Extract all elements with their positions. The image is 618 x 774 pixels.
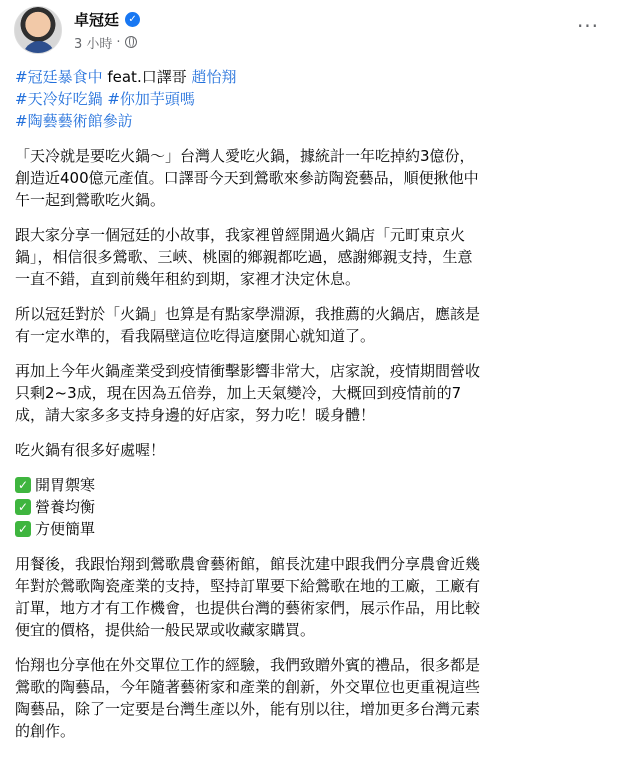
text-line: 午一起到鶯歌吃火鍋。 bbox=[15, 191, 166, 209]
text-line: 只剩2~3成，現在因為五倍券，加上天氣變冷，大概回到疫情前的7 bbox=[15, 384, 462, 402]
benefit-label: 營養均衡 bbox=[35, 498, 96, 516]
mention-link[interactable]: 趙怡翔 bbox=[191, 68, 237, 86]
post-meta bbox=[74, 33, 137, 51]
text-line: 「天冷就是要吃火鍋～」台灣人愛吃火鍋，據統計一年吃掉約3億份， bbox=[15, 147, 475, 165]
feat-text: feat.口譯哥 bbox=[107, 68, 187, 86]
paragraph bbox=[15, 145, 607, 211]
author-name[interactable]: 卓冠廷 bbox=[74, 10, 120, 29]
text-line: 鍋」，相信很多鶯歌、三峽、桃園的鄉親都吃過，感謝鄉親支持，生意 bbox=[15, 248, 473, 266]
text-line: 成，請大家多多支持身邊的好店家，努力吃！暖身體！ bbox=[15, 406, 376, 424]
hashtag-link[interactable]: #天冷好吃鍋 bbox=[15, 90, 103, 108]
paragraph bbox=[15, 360, 607, 426]
post-header bbox=[14, 6, 604, 56]
author-avatar[interactable] bbox=[14, 6, 62, 54]
text-line: 便宜的價格，提供給一般民眾或收藏家購買。 bbox=[15, 621, 316, 639]
meta-separator: · bbox=[116, 34, 121, 50]
text-line: 創造近400億元產值。口譯哥今天到鶯歌來參訪陶瓷藝品，順便揪他中 bbox=[15, 169, 479, 187]
text-line: 跟大家分享一個冠廷的小故事，我家裡曾經開過火鍋店「元町東京火 bbox=[15, 226, 466, 244]
text-line: 的創作。 bbox=[15, 722, 76, 740]
benefit-label: 開胃禦寒 bbox=[35, 476, 96, 494]
text-line: 年對於鶯歌陶瓷產業的支持，堅持訂單要下給鶯歌在地的工廠，工廠有 bbox=[15, 577, 481, 595]
hashtag-line-3 bbox=[15, 110, 607, 132]
hashtag-link[interactable]: #冠廷暴食中 bbox=[15, 68, 103, 86]
hashtag-link[interactable]: #陶藝藝術館參訪 bbox=[15, 112, 133, 130]
hashtag-line-1 bbox=[15, 66, 607, 88]
paragraph bbox=[15, 553, 607, 641]
benefit-item bbox=[15, 474, 607, 496]
paragraph bbox=[15, 224, 607, 290]
paragraph bbox=[15, 439, 607, 461]
check-mark-icon: ✓ bbox=[15, 499, 31, 515]
text-line: 用餐後，我跟怡翔到鶯歌農會藝術館，館長沈建中跟我們分享農會近幾 bbox=[15, 555, 481, 573]
text-line: 一直不錯，直到前幾年租約到期，家裡才決定休息。 bbox=[15, 270, 361, 288]
globe-icon bbox=[125, 36, 137, 48]
text-line: 吃火鍋有很多好處喔！ bbox=[15, 441, 166, 459]
check-mark-icon: ✓ bbox=[15, 521, 31, 537]
text-line: 訂單，地方才有工作機會，也提供台灣的藝術家們，展示作品，用比較 bbox=[15, 599, 481, 617]
text-line: 鶯歌的陶藝品，今年隨著藝術家和產業的創新，外交單位也更重視這些 bbox=[15, 678, 481, 696]
post-timestamp[interactable]: 3 小時 bbox=[74, 36, 113, 52]
benefit-list bbox=[15, 474, 607, 540]
author-row bbox=[74, 8, 140, 30]
verified-badge-icon: ✓ bbox=[125, 12, 140, 27]
text-line: 再加上今年火鍋產業受到疫情衝擊影響非常大，店家說，疫情期間營收 bbox=[15, 362, 481, 380]
benefit-label: 方便簡單 bbox=[35, 520, 96, 538]
more-options-button[interactable]: ··· bbox=[576, 14, 600, 38]
paragraph bbox=[15, 654, 607, 742]
benefit-item bbox=[15, 518, 607, 540]
text-line: 陶藝品，除了一定要是台灣生產以外，能有別以往，增加更多台灣元素 bbox=[15, 700, 481, 718]
text-line: 所以冠廷對於「火鍋」也算是有點家學淵源，我推薦的火鍋店，應該是 bbox=[15, 305, 481, 323]
text-line: 有一定水準的，看我隔壁這位吃得這麼開心就知道了。 bbox=[15, 327, 376, 345]
hashtag-link[interactable]: #你加芋頭嗎 bbox=[107, 90, 195, 108]
avatar-shirt bbox=[23, 41, 55, 54]
hashtag-line-2 bbox=[15, 88, 607, 110]
check-mark-icon: ✓ bbox=[15, 477, 31, 493]
paragraph bbox=[15, 303, 607, 347]
text-line: 怡翔也分享他在外交單位工作的經驗，我們致贈外賓的禮品，很多都是 bbox=[15, 656, 481, 674]
post-body bbox=[15, 66, 607, 742]
benefit-item bbox=[15, 496, 607, 518]
